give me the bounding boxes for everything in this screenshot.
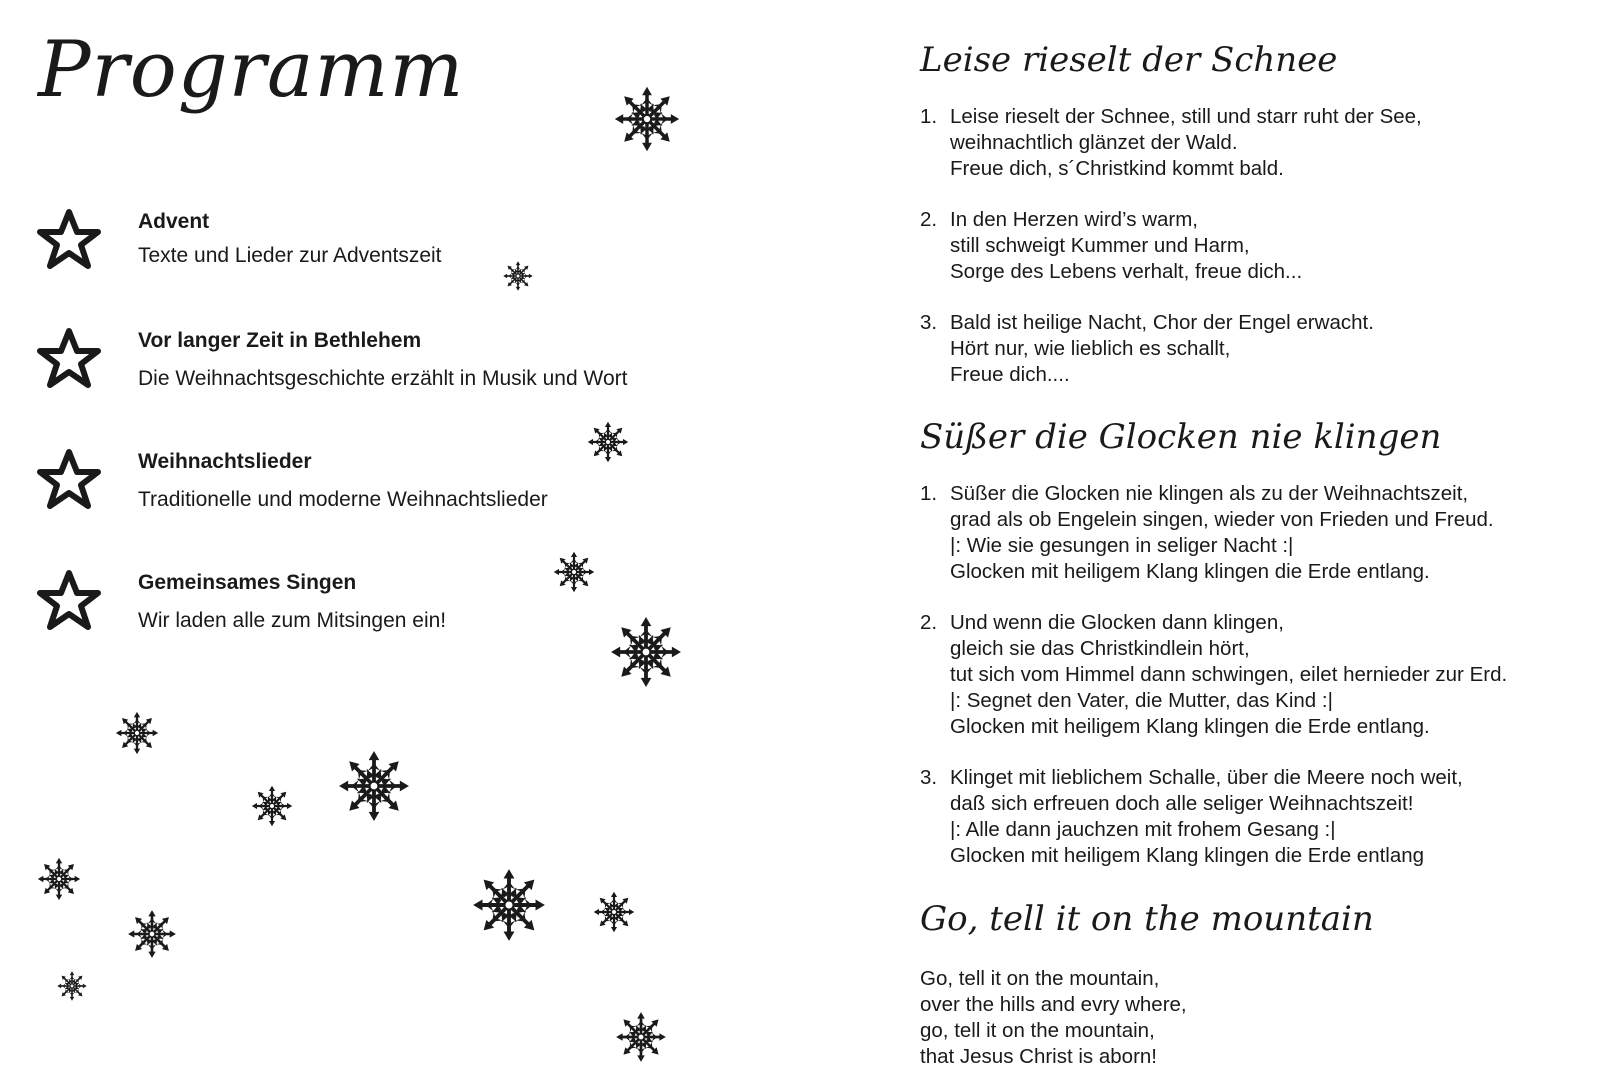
verse-line: Klinget mit lieblichem Schalle, über die Meere noch weit,	[950, 766, 1463, 789]
program-item-description: Die Weihnachtsgeschichte erzählt in Musik und Wort	[138, 367, 628, 390]
verse-number: 1.	[920, 482, 938, 505]
verse-line: Glocken mit heiligem Klang klingen die Erde entlang.	[950, 560, 1430, 583]
verse-line: weihnachtlich glänzet der Wald.	[950, 131, 1238, 154]
snowflake-icon	[470, 866, 548, 944]
verse-line: Glocken mit heiligem Klang klingen die Erde entlang	[950, 844, 1425, 867]
verse	[920, 207, 1422, 285]
verse-line: Und wenn die Glocken dann klingen,	[950, 611, 1284, 634]
snowflake-icon	[586, 420, 630, 464]
verse-line: Glocken mit heiligem Klang klingen die Erde entlang.	[950, 715, 1430, 738]
lyric-line: go, tell it on the mountain,	[920, 1019, 1155, 1042]
snowflake-icon	[114, 710, 160, 756]
snowflake-icon	[614, 1010, 668, 1064]
verse	[920, 310, 1422, 388]
verse-line: |: Alle dann jauchzen mit frohem Gesang :|	[950, 818, 1336, 841]
verse	[920, 610, 1507, 740]
snowflake-icon	[592, 890, 636, 934]
lyric-line: Go, tell it on the mountain,	[920, 967, 1160, 990]
verse-line: Sorge des Lebens verhalt, freue dich...	[950, 260, 1303, 283]
program-item-heading: Weihnachtslieder	[138, 450, 312, 473]
snowflake-icon	[250, 784, 294, 828]
snowflake-icon	[36, 856, 82, 902]
verse-line: Leise rieselt der Schnee, still und starr ruht der See,	[950, 105, 1422, 128]
verse	[920, 481, 1507, 585]
verse-list	[920, 481, 1507, 894]
verse-line: Bald ist heilige Nacht, Chor der Engel erwacht.	[950, 311, 1374, 334]
snowflake-icon	[608, 614, 684, 690]
snowflake-icon	[56, 970, 88, 1002]
verse-line: Süßer die Glocken nie klingen als zu der Weihnachtszeit,	[950, 482, 1469, 505]
snowflake-icon	[612, 84, 682, 154]
song-title: Go, tell it on the mountain	[920, 899, 1374, 939]
verse-number: 2.	[920, 611, 938, 634]
snowflake-icon	[502, 260, 534, 292]
verse	[920, 765, 1507, 869]
verse-line: |: Segnet den Vater, die Mutter, das Kind :|	[950, 689, 1333, 712]
snowflake-icon	[552, 550, 596, 594]
song-title: Süßer die Glocken nie klingen	[920, 417, 1442, 457]
star-outline-icon	[36, 569, 102, 631]
verse-line: Freue dich....	[950, 363, 1070, 386]
song-lyrics	[920, 966, 1187, 1070]
program-item-description: Texte und Lieder zur Adventszeit	[138, 244, 442, 267]
program-item-description: Traditionelle und moderne Weihnachtslieder	[138, 488, 548, 511]
verse-number: 3.	[920, 766, 938, 789]
verse-number: 2.	[920, 208, 938, 231]
program-title: Programm	[38, 25, 465, 115]
verse-line: gleich sie das Christkindlein hört,	[950, 637, 1250, 660]
program-item-description: Wir laden alle zum Mitsingen ein!	[138, 609, 447, 632]
star-outline-icon	[36, 208, 102, 270]
verse-line: Hört nur, wie lieblich es schallt,	[950, 337, 1231, 360]
lyric-line: that Jesus Christ is aborn!	[920, 1045, 1157, 1068]
program-item-heading: Vor langer Zeit in Bethlehem	[138, 329, 422, 352]
verse-line: |: Wie sie gesungen in seliger Nacht :|	[950, 534, 1294, 557]
verse-line: Freue dich, s´Christkind kommt bald.	[950, 157, 1284, 180]
verse-list	[920, 104, 1422, 413]
snowflake-icon	[126, 908, 178, 960]
songbook-page	[800, 0, 1615, 1085]
program-page	[0, 0, 800, 1085]
verse-line: tut sich vom Himmel dann schwingen, eilet hernieder zur Erd.	[950, 663, 1508, 686]
verse-number: 3.	[920, 311, 938, 334]
snowflake-icon	[336, 748, 412, 824]
verse-line: grad als ob Engelein singen, wieder von Frieden und Freud.	[950, 508, 1494, 531]
verse-number: 1.	[920, 105, 938, 128]
star-outline-icon	[36, 327, 102, 389]
verse-line: daß sich erfreuen doch alle seliger Weihnachtszeit!	[950, 792, 1414, 815]
star-outline-icon	[36, 448, 102, 510]
lyric-line: over the hills and evry where,	[920, 993, 1187, 1016]
program-item-heading: Advent	[138, 210, 210, 233]
program-item-heading: Gemeinsames Singen	[138, 571, 357, 594]
verse-line: In den Herzen wird’s warm,	[950, 208, 1198, 231]
verse-line: still schweigt Kummer und Harm,	[950, 234, 1250, 257]
verse	[920, 104, 1422, 182]
song-title: Leise rieselt der Schnee	[920, 40, 1338, 80]
